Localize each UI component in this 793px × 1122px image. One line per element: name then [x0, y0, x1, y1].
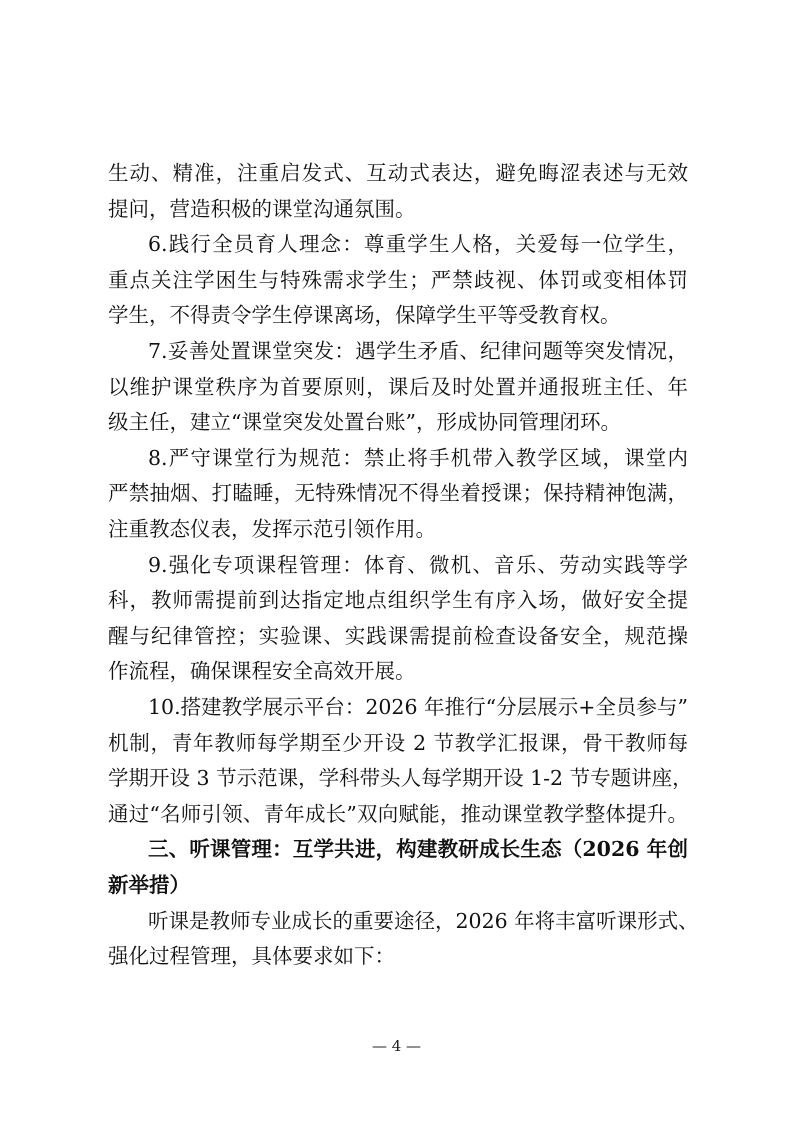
- page-number: — 4 —: [371, 1037, 422, 1055]
- paragraph-line: 严禁抽烟、打瞌睡，无特殊情况不得坐着授课；保持精神饱满，: [108, 481, 688, 506]
- paragraph-line: 作流程，确保课程安全高效开展。: [108, 659, 416, 684]
- paragraph-line: 醒与纪律管控；实验课、实践课需提前检查设备安全，规范操: [108, 623, 688, 648]
- paragraph-line: 听课是教师专业成长的重要途径，2026 年将丰富听课形式、: [148, 908, 699, 933]
- section-heading-line: 三、听课管理：互学共进，构建教研成长生态（2026 年创: [148, 837, 688, 862]
- paragraph-line: 通过“名师引领、青年成长”双向赋能，推动课堂教学整体提升。: [108, 801, 688, 826]
- paragraph-line: 9.强化专项课程管理：体育、微机、音乐、劳动实践等学: [148, 552, 688, 577]
- paragraph-line: 注重教态仪表，发挥示范引领作用。: [108, 517, 436, 541]
- paragraph-line: 学期开设 3 节示范课，学科带头人每学期开设 1-2 节专题讲座，: [108, 766, 693, 791]
- paragraph-line: 强化过程管理，具体要求如下：: [108, 944, 395, 969]
- paragraph-line: 机制，青年教师每学期至少开设 2 节教学汇报课，骨干教师每: [108, 730, 688, 755]
- section-heading-line: 新举措）: [108, 873, 190, 897]
- paragraph-line: 重点关注学困生与特殊需求学生；严禁歧视、体罚或变相体罚: [108, 267, 688, 292]
- paragraph-line: 科，教师需提前到达指定地点组织学生有序入场，做好安全提: [108, 588, 688, 613]
- paragraph-line: 级主任，建立“课堂突发处置台账”，形成协同管理闭环。: [108, 410, 621, 435]
- paragraph-line: 7.妥善处置课堂突发：遇学生矛盾、纪律问题等突发情况，: [148, 339, 688, 363]
- paragraph-line: 6.践行全员育人理念：尊重学生人格，关爱每一位学生，: [148, 232, 688, 257]
- paragraph-line: 提问，营造积极的课堂沟通氛围。: [108, 196, 416, 221]
- paragraph-line: 8.严守课堂行为规范：禁止将手机带入教学区域，课堂内: [148, 445, 688, 470]
- paragraph-line: 学生，不得责令学生停课离场，保障学生平等受教育权。: [108, 303, 621, 328]
- paragraph-line: 以维护课堂秩序为首要原则，课后及时处置并通报班主任、年: [108, 374, 688, 399]
- paragraph-line: 生动、精准，注重启发式、互动式表达，避免晦涩表述与无效: [108, 161, 688, 185]
- paragraph-line: 10.搭建教学展示平台：2026 年推行“分层展示+全员参与”: [148, 695, 688, 719]
